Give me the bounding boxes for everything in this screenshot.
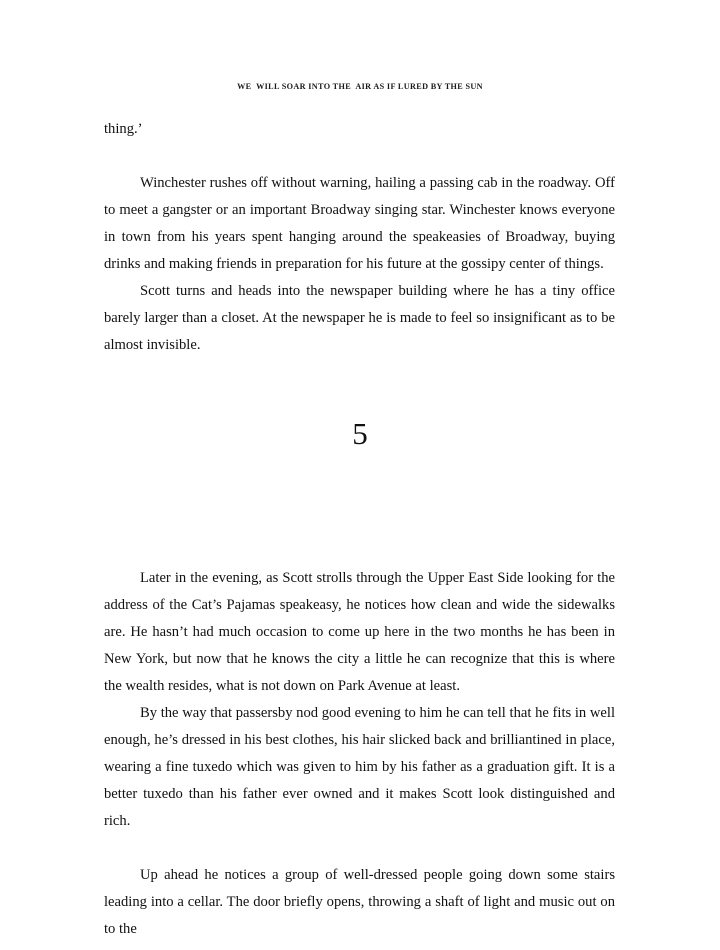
paragraph-later-evening: Later in the evening, as Scott strolls through the Upper East Side looking for the address of the Cat’s Pajamas speakeasy, he notices how clean and wide the sidewalks are. He hasn’t had much occasion to come up here in the two months he has been in New York, but now that he knows the city a little he can recognize that this is where the wealth resides, what is not down on Park Avenue at least. xyxy=(104,570,615,694)
chapter-number: 5 xyxy=(352,416,368,451)
continuation-line: thing.’ xyxy=(104,121,143,137)
paragraph-spacer-lower xyxy=(104,835,615,862)
running-head: WE WILL SOAR INTO THE AIR AS IF LURED BY THE SUN xyxy=(237,82,483,91)
paragraph-scott-newspaper: Scott turns and heads into the newspaper building where he has a tiny office barely larger than a closet. At the newspaper he is made to feel so insignificant as to be almost invisible. xyxy=(104,283,615,353)
paragraph-spacer xyxy=(104,143,615,170)
body-text-block-upper xyxy=(104,116,615,359)
paragraph-passersby: By the way that passersby nod good evening to him he can tell that he fits in well enough, he’s dressed in his best clothes, his hair slicked back and brilliantined in place, wearing a fine tuxedo which was given to him by his father as a graduation gift. It is a better tuxedo than his father ever owned and it makes Scott look distinguished and rich. xyxy=(104,705,615,829)
paragraph-up-ahead: Up ahead he notices a group of well-dressed people going down some stairs leading into a cellar. The door briefly opens, throwing a shaft of light and music out on to the xyxy=(104,867,615,937)
body-text-block-lower xyxy=(104,565,615,943)
paragraph-winchester: Winchester rushes off without warning, hailing a passing cab in the roadway. Off to meet a gangster or an important Broadway singing star. Winchester knows everyone in town from his years spent hanging around the speakeasies of Broadway, buying drinks and making friends in preparation for his future at the gossipy center of things. xyxy=(104,175,615,272)
